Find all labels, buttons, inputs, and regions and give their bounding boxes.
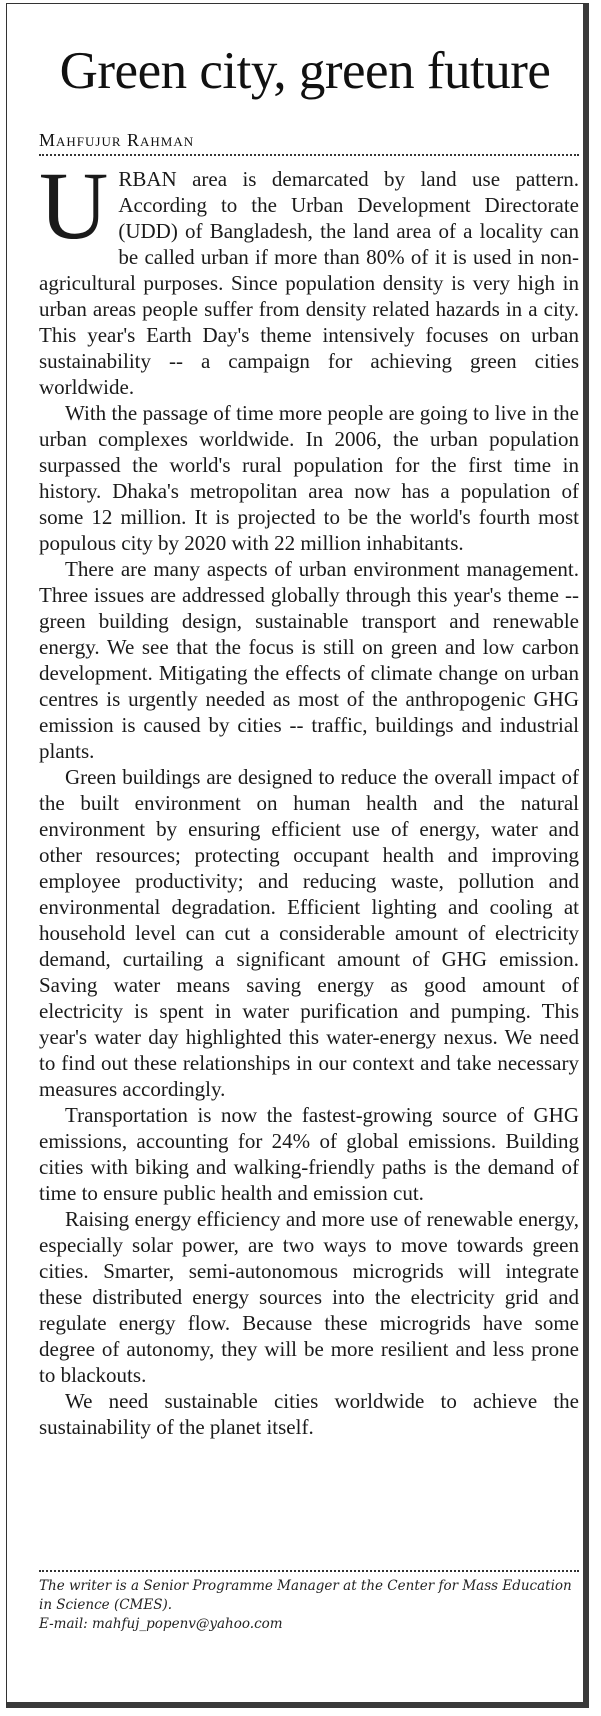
article-frame [6, 3, 589, 1708]
paragraph-1 [39, 166, 579, 400]
paragraph-5: Transportation is now the fastest-growing source of GHG emissions, accounting for 24% of global emissions. Building cities with biking and walking-friendly paths is the demand of time to ensure public health and emission cut. [39, 1103, 579, 1205]
author-bio: The writer is a Senior Programme Manager at the Center for Mass Education in Science (CMES). [39, 1578, 572, 1613]
paragraph-6: Raising energy efficiency and more use of renewable energy, especially solar power, are two ways to move towards green cities. Smarter, semi-autonomous microgrids will integrate these distributed energy sources into the electricity grid and regulate energy flow. Because these microgrids have some degree of autonomy, they will be more resilient and less prone to blackouts. [39, 1207, 579, 1387]
paragraph-1-text: RBAN area is demarcated by land use pattern. According to the Urban Development Directorate (UDD) of Bangladesh, the land area of a locality can be called urban if more than 80% of it is used in non-agricultural purposes. Since population density is very high in urban areas people suffer from density related hazards in a city. This year's Earth Day's theme intensively focuses on urban sustainability -- a campaign for achieving green cities worldwide. [39, 167, 579, 399]
headline: Green city, green future [59, 42, 551, 100]
paragraph-2: With the passage of time more people are going to live in the urban complexes worldwide. In 2006, the urban population surpassed the world's rural population for the first time in history. Dhaka's metropolitan area now has a population of some 12 million. It is projected to be the world's fourth most populous city by 2020 with 22 million inhabitants. [39, 401, 579, 555]
drop-cap: U [39, 166, 109, 259]
dotted-divider-top [39, 154, 579, 156]
author-byline: Mahfujur Rahman [39, 130, 195, 150]
dotted-divider-bottom [39, 1570, 579, 1572]
paragraph-7: We need sustainable cities worldwide to achieve the sustainability of the planet itself. [39, 1389, 579, 1439]
author-email: E-mail: mahfuj_popenv@yahoo.com [39, 1616, 283, 1632]
author-footnote [39, 1577, 579, 1634]
article-body [39, 166, 579, 1561]
paragraph-4: Green buildings are designed to reduce the overall impact of the built environment on human health and the natural environment by ensuring efficient use of energy, water and other resources; protecting occupant health and improving employee productivity; and reducing waste, pollution and environmental degradation. Efficient lighting and cooling at household level can cut a considerable amount of electricity demand, curtailing a significant amount of GHG emission. Saving water means saving energy as good amount of electricity is spent in water purification and pumping. This year's water day highlighted this water-energy nexus. We need to find out these relationships in our context and take necessary measures accordingly. [39, 765, 579, 1101]
paragraph-3: There are many aspects of urban environment management. Three issues are addressed globally through this year's theme -- green building design, sustainable transport and renewable energy. We see that the focus is still on green and low carbon development. Mitigating the effects of climate change on urban centres is urgently needed as most of the anthropogenic GHG emission is caused by cities -- traffic, buildings and industrial plants. [39, 557, 579, 763]
